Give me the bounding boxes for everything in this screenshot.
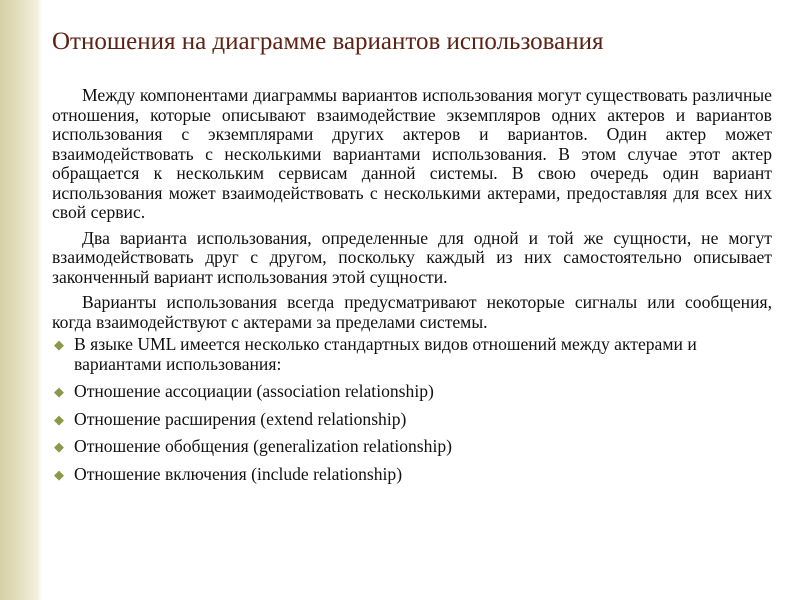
bullet-text: Отношение ассоциации (association relationship) bbox=[74, 381, 434, 401]
paragraph-2: Два варианта использования, определенные для одной и той же сущности, не могут взаимодействовать друг с другом, поскольку каждый из них самостоятельно описывает законченный вариант использования этой сущности. bbox=[52, 227, 772, 287]
decorative-left-band bbox=[0, 0, 38, 600]
bullet-text: Отношение расширения (extend relationship) bbox=[74, 408, 407, 429]
bullet-list bbox=[52, 335, 772, 484]
bullet-text: В языке UML имеется несколько стандартных видов отношений между актерами и вариантами использования: bbox=[74, 334, 697, 374]
bullet-item bbox=[52, 382, 772, 402]
bullet-item bbox=[52, 437, 772, 457]
slide-title: Отношения на диаграмме вариантов использования bbox=[52, 28, 604, 55]
bullet-item bbox=[52, 410, 772, 430]
small-diamond-bullet-icon: ◆ bbox=[54, 337, 64, 352]
small-diamond-bullet-icon: ◆ bbox=[54, 439, 64, 454]
paragraph-1: Между компонентами диаграммы вариантов использования могут существовать различные отношения, которые описывают взаимодействие экземпляров одних актеров и вариантов использования с экземплярами других актеров и вариантов. Один актер может взаимодействовать с несколькими вариантами использования. В этом случае этот актер обращается к нескольким сервисам данной системы. В свою очередь один вариант использования может взаимодействовать с несколькими актерами, предоставляя для всех них свой сервис. bbox=[52, 85, 772, 222]
small-diamond-bullet-icon: ◆ bbox=[54, 411, 64, 427]
paragraph-3: Варианты использования всегда предусматривают некоторые сигналы или сообщения, когда взаимодействуют с актерами за пределами системы. bbox=[52, 292, 772, 332]
bullet-item bbox=[52, 335, 772, 374]
bullet-text: Отношение обобщения (generalization relationship) bbox=[74, 436, 452, 456]
bullet-item bbox=[52, 465, 772, 485]
slide-content bbox=[52, 86, 772, 492]
small-diamond-bullet-icon: ◆ bbox=[54, 466, 64, 482]
bullet-text: Отношение включения (include relationship) bbox=[74, 463, 403, 484]
small-diamond-bullet-icon: ◆ bbox=[54, 384, 64, 399]
slide bbox=[42, 0, 800, 600]
